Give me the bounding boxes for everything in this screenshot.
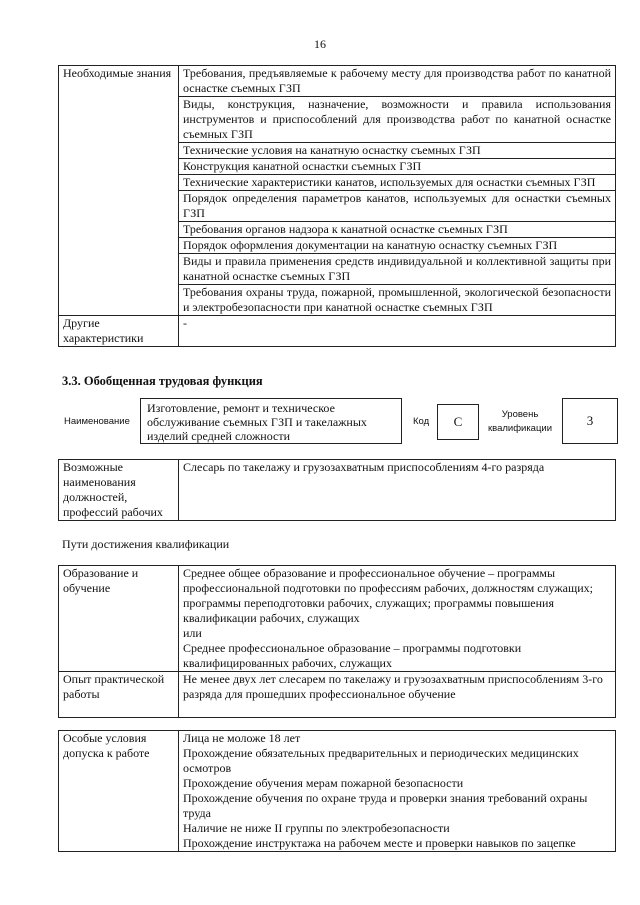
condition-item: Прохождение инструктажа на рабочем месте и проверки навыков по зацепке	[183, 836, 576, 850]
knowledge-item: Виды и правила применения средств индивидуальной и коллективной защиты при канатной оснастке съемных ГЗП	[179, 254, 616, 285]
function-name-box: Изготовление, ремонт и техническое обслуживание съемных ГЗП и такелажных изделий средней сложности	[140, 398, 402, 444]
qualification-paths-title: Пути достижения квалификации	[62, 537, 230, 551]
page-number: 16	[314, 37, 326, 51]
knowledge-item: Требования охраны труда, пожарной, промышленной, экологической безопасности и электробезопасности при канатной оснастке съемных ГЗП	[179, 285, 616, 316]
level-label-line2: квалификации	[487, 423, 553, 434]
education-table	[58, 565, 616, 718]
knowledge-item: Технические характеристики канатов, используемых для оснастки съемных ГЗП	[179, 175, 616, 191]
education-value	[179, 566, 616, 672]
knowledge-item: Требования, предъявляемые к рабочему месту для производства работ по канатной оснастке съемных ГЗП	[179, 66, 616, 97]
generalized-function-row	[58, 398, 618, 444]
positions-label: Возможные наименования должностей, профессий рабочих	[59, 460, 179, 521]
knowledge-item: Технические условия на канатную оснастку съемных ГЗП	[179, 143, 616, 159]
condition-item: Лица не моложе 18 лет	[183, 731, 301, 745]
other-characteristics-value: -	[179, 316, 616, 347]
level-label-line1: Уровень	[501, 409, 539, 420]
condition-item: Прохождение обучения по охране труда и проверки знания требований охраны труда	[183, 791, 588, 820]
knowledge-item: Виды, конструкция, назначение, возможности и правила использования инструментов и приспособлений для производства работ по канатной оснастке съемных ГЗП	[179, 97, 616, 143]
admission-conditions-table	[58, 730, 616, 852]
other-characteristics-label: Другие характеристики	[59, 316, 179, 347]
section-title: 3.3. Обобщенная трудовая функция	[62, 374, 263, 388]
experience-value: Не менее двух лет слесарем по такелажу и грузозахватным приспособлениям 3-го разряда для прошедших профессиональное обучение	[179, 672, 616, 718]
education-option-2: Среднее профессиональное образование – программы подготовки квалифицированных рабочих, служащих	[183, 641, 522, 670]
required-knowledge-label: Необходимые знания	[59, 66, 179, 316]
knowledge-item: Порядок оформления документации на канатную оснастку съемных ГЗП	[179, 238, 616, 254]
name-label: Наименование	[64, 416, 130, 427]
admission-conditions-label: Особые условия допуска к работе	[59, 731, 179, 852]
experience-label: Опыт практической работы	[59, 672, 179, 718]
code-label: Код	[413, 416, 430, 427]
education-or: или	[183, 626, 202, 640]
code-box: С	[437, 404, 479, 440]
qualification-level-label	[482, 408, 558, 436]
knowledge-item: Требования органов надзора к канатной оснастке съемных ГЗП	[179, 222, 616, 238]
condition-item: Наличие не ниже II группы по электробезопасности	[183, 821, 450, 835]
positions-table	[58, 459, 616, 521]
qualification-level-box: 3	[562, 398, 618, 444]
condition-item: Прохождение обязательных предварительных и периодических медицинских осмотров	[183, 746, 579, 775]
education-option-1: Среднее общее образование и профессиональное обучение – программы профессиональной подготовки по профессиям рабочих, должностям служащих; программы переподготовки рабочих, служащих; программы повышения квалификации рабочих, служащих	[183, 566, 593, 625]
education-label: Образование и обучение	[59, 566, 179, 672]
condition-item: Прохождение обучения мерам пожарной безопасности	[183, 776, 464, 790]
positions-value: Слесарь по такелажу и грузозахватным приспособлениям 4-го разряда	[179, 460, 616, 521]
admission-conditions-list	[179, 731, 616, 852]
knowledge-item: Порядок определения параметров канатов, используемых для оснастки съемных ГЗП	[179, 191, 616, 222]
knowledge-item: Конструкция канатной оснастки съемных ГЗП	[179, 159, 616, 175]
required-knowledge-table	[58, 65, 616, 347]
